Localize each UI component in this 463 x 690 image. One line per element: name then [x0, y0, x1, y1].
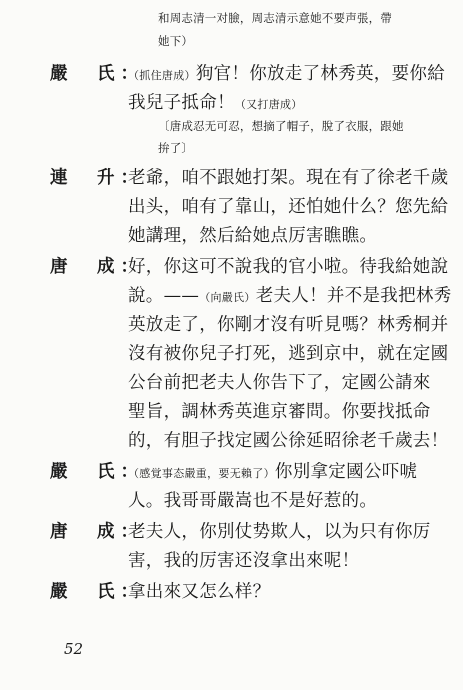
dialogue-line	[128, 282, 452, 307]
inline-direction: （抓住唐成）	[128, 69, 196, 82]
speaker-label: 嚴 氏：	[50, 64, 144, 84]
dialogue-line	[128, 487, 377, 512]
speaker-label: 嚴 氏：	[50, 582, 144, 602]
dialogue-line	[128, 89, 303, 114]
stage-direction-text: 她下）	[158, 34, 194, 48]
dialogue-text: 你別拿定國公吓唬	[274, 462, 418, 482]
stage-direction-line	[158, 10, 392, 26]
dialogue-line	[128, 340, 448, 365]
dialogue-line	[128, 369, 431, 394]
dialogue-line	[128, 578, 270, 603]
speaker-label: 嚴 氏：	[50, 462, 144, 482]
speaker-label: 唐 成：	[50, 522, 144, 542]
stage-direction-text: 〔唐成忍无可忍，想摘了帽子，脫了衣服，跟她	[158, 119, 404, 133]
speaker-label: 唐 成：	[50, 257, 144, 277]
dialogue-text: 狗官！你放走了林秀英，要你給	[195, 64, 446, 84]
dialogue-text: 英放走了，你剛才沒有听見嗎？林秀桐并	[128, 315, 449, 335]
dialogue-text: 的，有胆子找定國公徐延昭徐老千歲去！	[128, 431, 449, 451]
inline-direction: （感覚事态嚴重，要无賴了）	[128, 467, 275, 480]
speaker-label: 連 升：	[50, 168, 144, 188]
inline-direction: （又打唐成）	[234, 98, 303, 111]
dialogue-text: 人。我哥哥嚴嵩也不是好惹的。	[128, 491, 378, 511]
stage-direction-line	[158, 140, 193, 156]
dialogue-line	[128, 164, 448, 189]
dialogue-text: 老夫人，你別仗势欺人，以为只有你厉	[128, 522, 431, 542]
dialogue-line	[128, 60, 445, 85]
dialogue-text: 我兒子抵命！	[128, 93, 235, 113]
dialogue-text: 說。——	[128, 286, 200, 306]
dialogue-line	[128, 547, 359, 572]
dialogue-line	[128, 253, 448, 278]
dialogue-text: 她講理，然后給她点厉害瞧瞧。	[128, 226, 378, 246]
dialogue-text: 拿出來又怎么样？	[128, 582, 271, 602]
dialogue-line	[128, 427, 448, 452]
dialogue-line	[128, 398, 431, 423]
stage-direction-text: 和周志清一对臉，周志清示意她不要声張，帶	[158, 11, 392, 25]
page-number: 52	[64, 640, 84, 658]
dialogue-text: 聖旨，調林秀英進京審問。你要找抵命	[128, 402, 431, 422]
dialogue-text: 出头，咱有了靠山，还怕她什么？您先給	[128, 197, 449, 217]
dialogue-text: 老爺，咱不跟她打架。現在有了徐老千歲	[128, 168, 449, 188]
dialogue-line	[128, 458, 417, 483]
dialogue-text: 老夫人！并不是我把林秀	[255, 286, 452, 306]
dialogue-text: 好，你这可不說我的官小啦。待我給她說	[128, 257, 449, 277]
dialogue-line	[128, 518, 431, 543]
dialogue-text: 沒有被你兒子打死，逃到京中，就在定國	[128, 344, 449, 364]
stage-direction-line	[158, 33, 193, 49]
dialogue-text: 公台前把老夫人你告下了，定國公請來	[128, 373, 431, 393]
dialogue-line	[128, 311, 448, 336]
inline-direction: （向嚴氏）	[199, 291, 256, 304]
stage-direction-line	[158, 118, 404, 134]
dialogue-line	[128, 222, 377, 247]
dialogue-line	[128, 193, 448, 218]
dialogue-text: 害，我的厉害还沒拿出來呢！	[128, 551, 360, 571]
stage-direction-text: 拚了〕	[158, 141, 194, 155]
